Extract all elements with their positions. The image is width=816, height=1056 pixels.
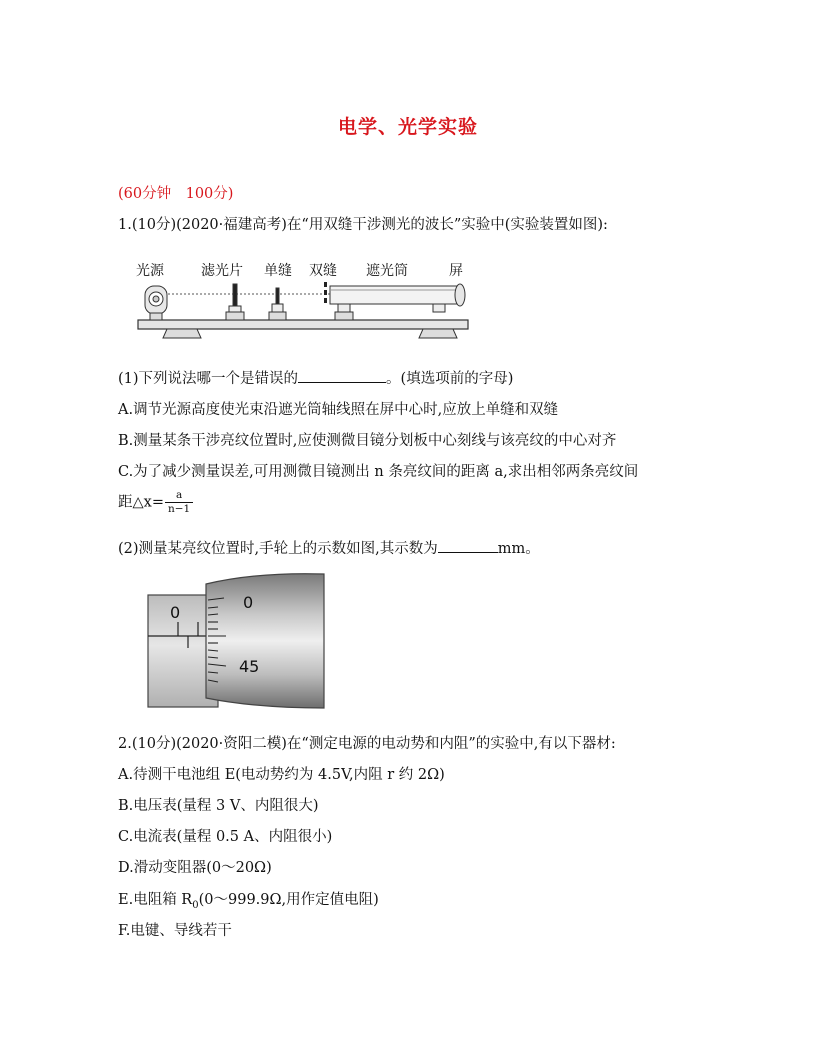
q2-stem: 2.(10分)(2020·资阳二模)在“测定电源的电动势和内阻”的实验中,有以下器材:: [118, 736, 616, 752]
apparatus-labels: [136, 262, 463, 279]
q2-item-c: C.电流表(量程 0.5 A、内阻很小): [118, 829, 333, 845]
label-light-source: 光源: [136, 263, 164, 279]
q2-item-f: F.电键、导线若干: [118, 923, 232, 939]
double-slit: [324, 282, 327, 303]
fraction-denominator: n−1: [167, 503, 191, 515]
answer-blank-1[interactable]: [298, 368, 386, 383]
q2-item-e-suffix: (0～999.9Ω,用作定值电阻): [198, 892, 379, 908]
fraction-numerator: a: [165, 489, 193, 503]
light-tube: [330, 284, 465, 320]
option-c-line1: C.为了减少测量误差,可用测微目镜测出 n 条亮纹间的距离 a,求出相邻两条亮纹间: [118, 464, 639, 480]
optical-bench: [138, 320, 468, 329]
bench-foot-right: [419, 329, 457, 338]
light-source: [145, 286, 167, 320]
label-single-slit: 单缝: [264, 263, 292, 279]
q2-item-e-subscript: 0: [192, 899, 199, 911]
q1-part1: [118, 367, 513, 388]
option-b: B.测量某条干涉亮纹位置时,应使测微目镜分划板中心刻线与该亮纹的中心对齐: [118, 433, 617, 449]
q1-part1-suffix: 。(填选项前的字母): [386, 371, 514, 387]
q2-item-e-prefix: E.电阻箱 R: [118, 892, 193, 908]
thimble-label-0: 0: [243, 593, 254, 612]
page-title: 电学、光学实验: [337, 116, 478, 138]
filter: [226, 284, 244, 320]
answer-blank-2[interactable]: [438, 538, 498, 553]
q2-item-b: B.电压表(量程 3 V、内阻很大): [118, 798, 319, 814]
q1-part2: [118, 537, 540, 558]
q1-part2-suffix: mm。: [497, 541, 540, 557]
label-screen: 屏: [449, 263, 463, 279]
q2-item-d: D.滑动变阻器(0～20Ω): [118, 860, 272, 876]
label-double-slit: 双缝: [309, 263, 337, 279]
double-slit-apparatus-figure: [133, 256, 478, 344]
label-tube: 遮光筒: [366, 263, 408, 279]
bench-foot-left: [163, 329, 201, 338]
delta-x-prefix: 距△x=: [118, 494, 164, 511]
sleeve-label-0: 0: [170, 603, 181, 622]
option-a: A.调节光源高度使光束沿遮光筒轴线照在屏中心时,应放上单缝和双缝: [118, 402, 559, 418]
label-filter: 滤光片: [201, 263, 243, 279]
q1-stem: 1.(10分)(2020·福建高考)在“用双缝干涉测光的波长”实验中(实验装置如图):: [118, 217, 608, 233]
q1-part2-prefix: (2)测量某亮纹位置时,手轮上的示数如图,其示数为: [118, 541, 438, 557]
micrometer-thimble: [206, 574, 324, 708]
option-c-line2: [118, 489, 193, 516]
q2-item-e: [118, 888, 379, 911]
thimble-label-45: 45: [239, 657, 260, 676]
fraction-a-over-n-1: [165, 489, 193, 516]
single-slit: [269, 288, 286, 320]
time-score: (60分钟 100分): [118, 186, 234, 202]
q2-item-a: A.待测干电池组 E(电动势约为 4.5V,内阻 r 约 2Ω): [118, 767, 445, 783]
q1-part1-prefix: (1)下列说法哪一个是错误的: [118, 371, 299, 387]
micrometer-figure: [146, 572, 326, 710]
